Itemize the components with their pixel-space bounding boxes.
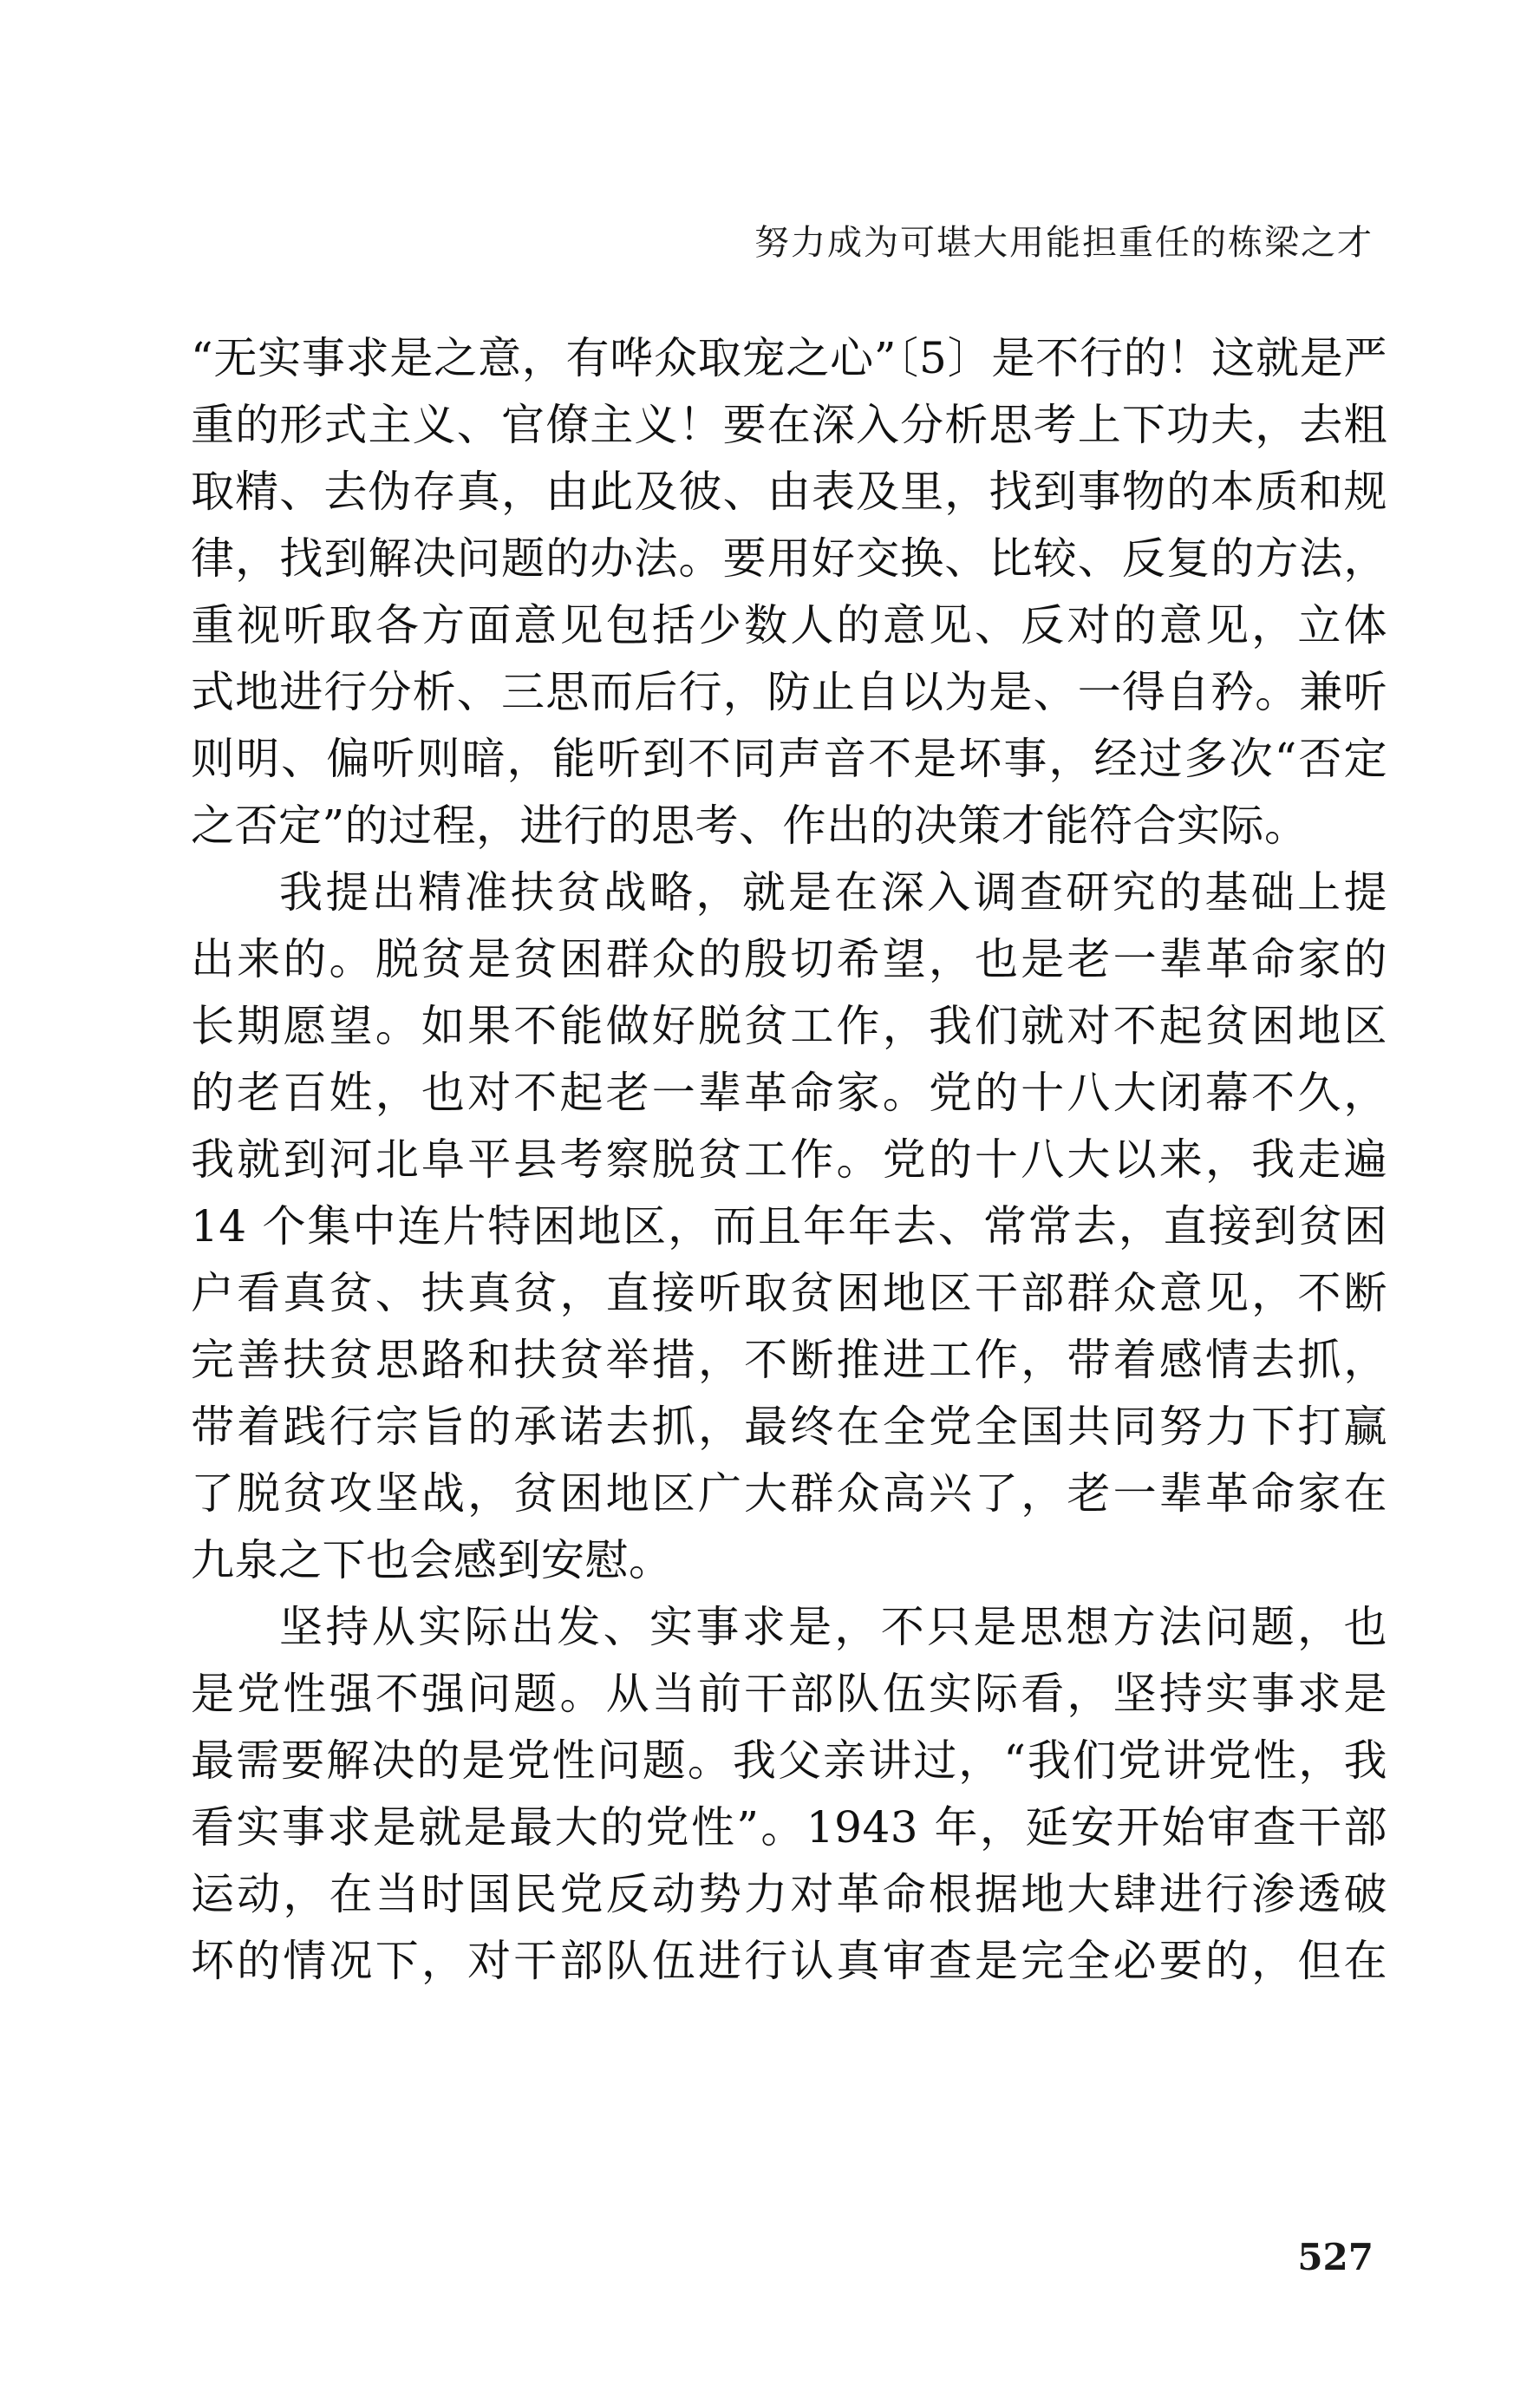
text-line: 取精、去伪存真，由此及彼、由表及里，找到事物的本质和规 <box>191 467 1387 517</box>
text-line: 则明、偏听则暗，能听到不同声音不是坏事，经过多次“否定 <box>191 734 1387 784</box>
text-line: 律，找到解决问题的办法。要用好交换、比较、反复的方法， <box>191 533 1387 584</box>
text-line: 九泉之下也会感到安慰。 <box>191 1535 673 1585</box>
running-header: 努力成为可堪大用能担重任的栋梁之才 <box>754 223 1374 263</box>
text-line: 14 个集中连片特困地区，而且年年去、常常去，直接到贫困 <box>191 1201 1387 1252</box>
paragraph <box>191 859 1387 1594</box>
text-line: 看实事求是就是最大的党性”。1943 年，延安开始审查干部 <box>191 1802 1387 1853</box>
text-line: 完善扶贫思路和扶贫举措，不断推进工作，带着感情去抓， <box>191 1335 1387 1385</box>
text-line: 重视听取各方面意见包括少数人的意见、反对的意见，立体 <box>191 600 1387 650</box>
paragraph <box>191 1594 1387 1995</box>
text-line: 我就到河北阜平县考察脱贫工作。党的十八大以来，我走遍 <box>191 1134 1387 1185</box>
text-line: 长期愿望。如果不能做好脱贫工作，我们就对不起贫困地区 <box>191 1001 1387 1051</box>
text-line: 最需要解决的是党性问题。我父亲讲过，“我们党讲党性，我 <box>191 1735 1387 1786</box>
text-line: 重的形式主义、官僚主义！要在深入分析思考上下功夫，去粗 <box>191 400 1387 450</box>
text-line: 带着践行宗旨的承诺去抓，最终在全党全国共同努力下打赢 <box>191 1402 1387 1452</box>
text-line: 户看真贫、扶真贫，直接听取贫困地区干部群众意见，不断 <box>191 1268 1387 1318</box>
paragraph <box>191 325 1387 859</box>
text-line: “无实事求是之意，有哗众取宠之心”〔5〕是不行的！这就是严 <box>191 333 1387 383</box>
text-line: 我提出精准扶贫战略，就是在深入调查研究的基础上提 <box>279 867 1387 918</box>
text-line: 是党性强不强问题。从当前干部队伍实际看，坚持实事求是 <box>191 1669 1387 1719</box>
text-line: 式地进行分析、三思而后行，防止自以为是、一得自矜。兼听 <box>191 667 1387 717</box>
text-line: 坏的情况下，对干部队伍进行认真审查是完全必要的，但在 <box>191 1936 1387 1986</box>
text-line: 出来的。脱贫是贫困群众的殷切希望，也是老一辈革命家的 <box>191 934 1387 984</box>
body-text <box>191 325 1387 1995</box>
text-line: 运动，在当时国民党反动势力对革命根据地大肆进行渗透破 <box>191 1869 1387 1919</box>
text-line: 了脱贫攻坚战，贫困地区广大群众高兴了，老一辈革命家在 <box>191 1468 1387 1519</box>
text-line: 之否定”的过程，进行的思考、作出的决策才能符合实际。 <box>191 801 1308 851</box>
text-line: 的老百姓，也对不起老一辈革命家。党的十八大闭幕不久， <box>191 1068 1387 1118</box>
text-line: 坚持从实际出发、实事求是，不只是思想方法问题，也 <box>279 1602 1387 1652</box>
page-number: 527 <box>1297 2236 1374 2278</box>
